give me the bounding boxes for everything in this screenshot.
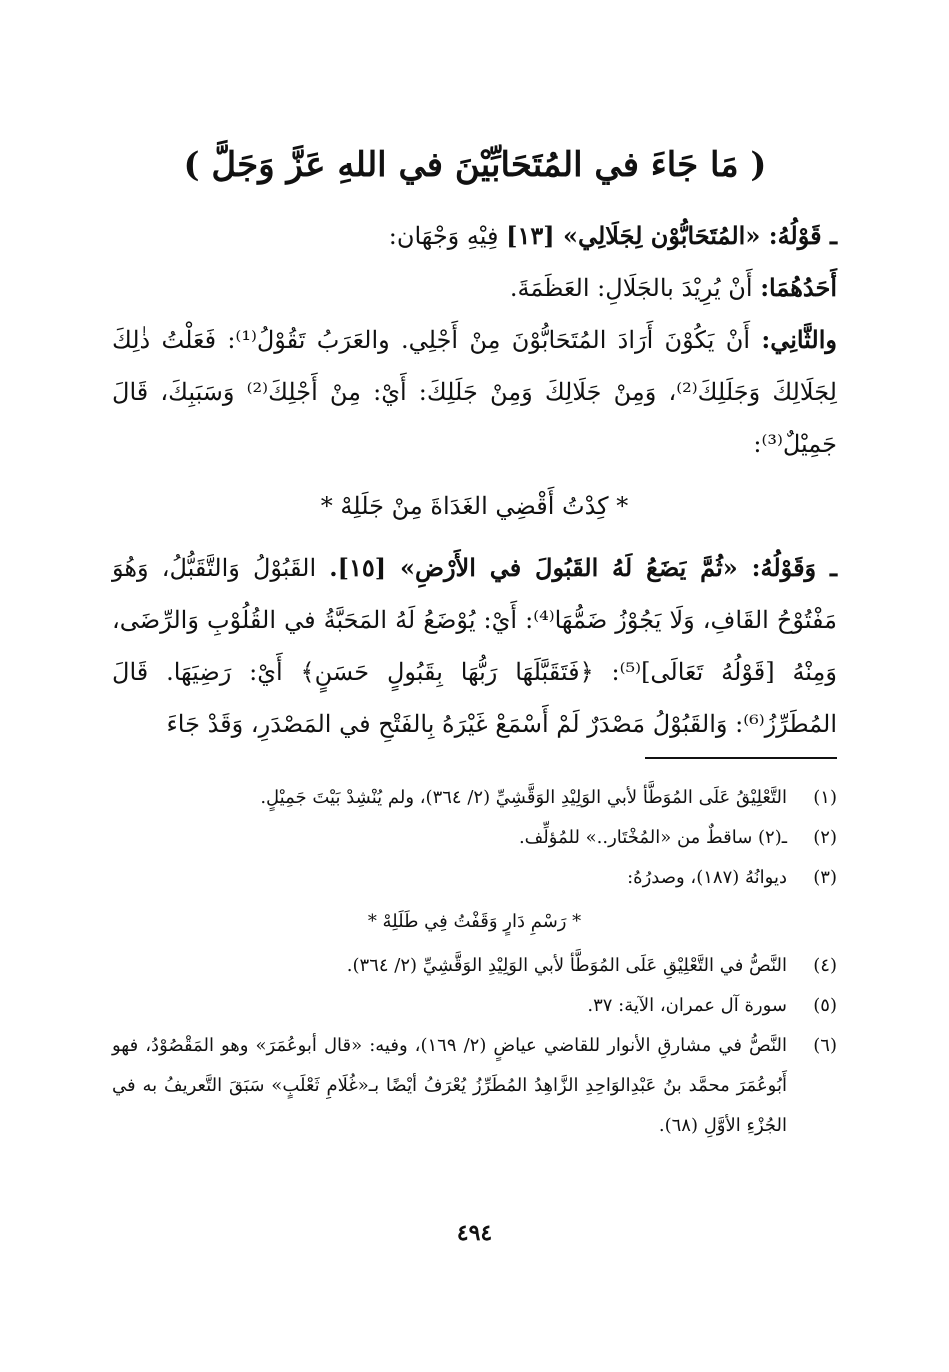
paragraph-2	[112, 262, 837, 314]
chapter-title: ( مَا جَاءَ في المُتَحَابِّيْنَ في اللهِ عَزَّ وَجَلَّ )	[183, 145, 767, 185]
paragraph-1-rest: فِيْهِ وَجْهَان:	[388, 222, 507, 250]
footnote-1	[112, 778, 837, 818]
paragraph-2-rest: أَنْ يُرِيْدَ بالجَلَالِ: العَظَمَةَ.	[509, 274, 761, 302]
footnote-text: ديوانُهُ (١٨٧)، وصدرُهُ:	[627, 867, 787, 888]
footnote-divider	[645, 757, 837, 759]
footnote-text: ـ(٢) ساقطٌ من «المُخْتَار..» للمُؤلِّف.	[518, 827, 787, 848]
paragraph-4-lead: ـ وَقَوْلُهُ: «ثُمَّ يَضَعُ لَهُ القَبُولَ في الأَرْضِ» [١٥].	[329, 553, 837, 582]
paragraph-2-lead: أَحَدُهُمَا:	[760, 273, 837, 302]
footnote-text: التَّعْلِيْقُ عَلَى المُوَطَّأ لأبي الوَلِيْدِ الوَقَّشِيِّ (٢/ ٣٦٤)، ولم يُنْشِدْ بَيْتَ جَمِيْلٍ.	[260, 787, 787, 808]
paragraph-1-lead: ـ قَوْلُهُ: «المُتَحَابُّوْن لِجَلَالِي» [١٣]	[506, 221, 837, 250]
footnote-number: (٤)	[813, 955, 837, 976]
footnote-number: (٣)	[813, 867, 837, 888]
paragraph-4	[112, 542, 837, 750]
footnote-verse: * رَسْمِ دَارٍ وَقَفْتُ فِي طَلَلِهْ *	[367, 911, 582, 932]
footnotes	[112, 778, 837, 1146]
paragraph-3-rest: أَنْ يَكُوْنَ أَرَادَ المُتَحَابُّوْنَ مِنْ أَجْلِي. والعَرَبُ تَقُوْلُ⁽¹⁾: فَعَلْتُ ذٰلِكَ لِجَلَالِكَ وَجَلَلِكَ⁽²⁾، وَمِنْ جَلَالِكَ وَمِنْ جَلَلِكَ: أَيْ: مِنْ أَجْلِكَ⁽²⁾ وَسَبَبِكَ، قَالَ جَمِيْلٌ⁽³⁾:	[112, 326, 837, 458]
footnote-2	[112, 818, 837, 858]
footnote-6	[112, 1026, 837, 1146]
footnote-text: النَّصُّ في التَّعْلِيْقِ عَلَى المُوَطَّأ لأبي الوَلِيْدِ الوَقَّشِيِّ (٢/ ٣٦٤).	[346, 955, 787, 976]
paragraph-4-rest: القَبُوْلُ وَالتَّقَبُّلُ، وَهُوَ مَفْتُوْحُ القَافِ، وَلَا يَجُوْزُ ضَمُّهَا⁽⁴⁾: أَيْ: يُوْضَعُ لَهُ المَحَبَّةُ في القُلُوْبِ وَالرِّضَى، وَمِنْهُ [قَوْلُهُ تَعَالَى]⁽⁵⁾: ﴿فَتَقَبَّلَهَا رَبُّهَا بِقَبُولٍ حَسَنٍ﴾ أَيْ: رَضِيَهَا. قَالَ المُطَرِّزُ⁽⁶⁾: وَالقَبُوْلُ مَصْدَرٌ لَمْ أَسْمَعْ غَيْرَهُ بِالفَتْحِ في المَصْدَرِ، وَقَدْ جَاءَ	[112, 554, 837, 738]
page-number: ٤٩٤	[456, 1220, 493, 1246]
footnote-text: سورة آل عمران، الآية: ٣٧.	[587, 995, 787, 1016]
paragraph-1	[112, 210, 837, 262]
poetry-verse: * كِدْتُ أَقْضِي الغَدَاةَ مِنْ جَلَلِهْ *	[320, 492, 629, 520]
footnote-number: (٦)	[813, 1035, 837, 1056]
footnote-text: النَّصُّ في مشارقِ الأنوار للقاضي عياضٍ (٢/ ١٦٩)، وفيه: «قال أبوعُمَرَ» وهو المَقْصُوْدُ، فهو أَبُوعُمَرَ محمَّد بنُ عَبْدِالوَاحِدِ الزَّاهِدُ المُطَرِّزُ يُعْرَفُ أيْضًا بـ«غُلَامِ ثَعْلَبٍ» سَبَقَ التَّعريفُ به في الجُزْءِ الأوَّلِ (٦٨).	[112, 1035, 787, 1136]
footnote-number: (١)	[813, 787, 837, 808]
footnote-number: (٢)	[813, 827, 837, 848]
paragraph-3	[112, 314, 837, 470]
footnote-5	[112, 986, 837, 1026]
footnote-number: (٥)	[813, 995, 837, 1016]
main-text	[112, 210, 837, 750]
paragraph-3-lead: والثَّانِي:	[761, 325, 837, 354]
footnote-4	[112, 946, 837, 986]
footnote-3	[112, 858, 837, 898]
